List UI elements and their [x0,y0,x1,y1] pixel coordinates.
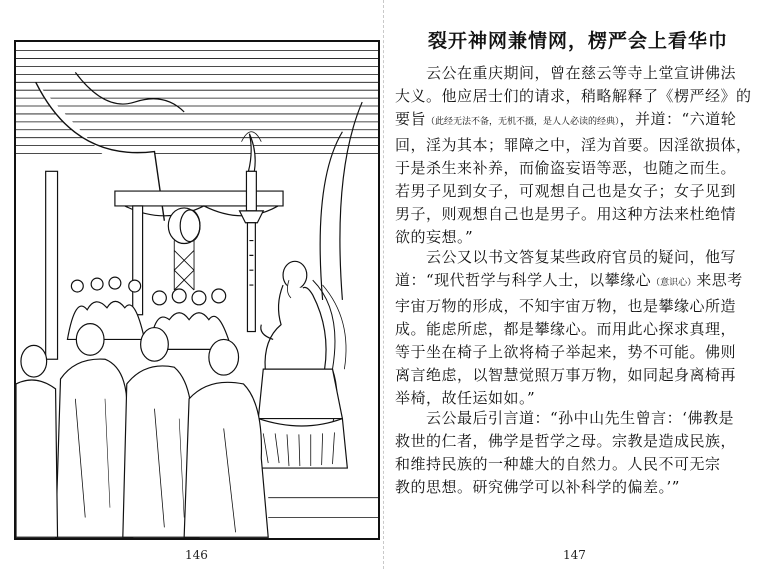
illustration-drawing [16,42,378,538]
text-segment: 和维持民族的一种雄大的自然力。人民不可无宗 [395,455,721,473]
text-line [395,364,763,387]
text-segment: 若男子见到女子，可观想自己也是女子；女子见到 [395,182,737,200]
text-line [395,180,763,203]
text-line [395,453,763,476]
text-segment: 欲的妄想。” [395,228,474,246]
text-line [395,246,763,269]
text-segment: 男子，则观想自己也是男子。用这种方法来杜绝情 [395,205,737,223]
text-segment: 教的思想。研究佛学可以补科学的偏差。’” [395,478,680,496]
text-segment: 来思考 [696,271,743,289]
text-line [395,341,763,364]
paragraph-3 [395,407,763,499]
inline-note: （此经无法不备，无机不摄，是人人必读的经典） [426,117,620,127]
text-line [395,430,763,453]
chapter-title: 裂开神网兼情网，楞严会上看华巾 [427,30,728,52]
page-gutter [383,0,386,569]
text-segment: ，并道：“六道轮 [619,110,737,128]
paragraph-1 [395,62,763,249]
text-segment: 于是杀生来补养，而偷盗妄语等恶，也随之而生。 [395,159,737,177]
text-line [395,85,763,108]
text-segment: 离言绝虑，以智慧觉照万事万物，如同起身离椅再 [395,366,737,384]
text-line [395,476,763,499]
text-segment: 云公又以书文答复某些政府官员的疑问，他写 [395,248,737,266]
text-segment: 宇宙万物的形成，不知宇宙万物，也是攀缘心所造 [395,297,737,315]
text-segment: 大义。他应居士们的请求，稍略解释了《楞严经》的 [395,87,752,105]
text-segment: 云公在重庆期间，曾在慈云等寺上堂宣讲佛法 [395,64,737,82]
text-line [395,62,763,85]
paragraph-2 [395,246,763,410]
inline-note: （意识心） [651,278,697,288]
text-line [395,134,763,157]
text-line [395,318,763,341]
master-figure [261,261,326,369]
text-line [395,407,763,430]
text-segment: 要旨 [395,110,427,128]
page-number-left: 146 [185,548,208,562]
monk-lecture-illustration [14,40,380,540]
text-segment: 云公最后引言道：“孙中山先生曾言：‘佛教是 [395,409,734,427]
text-line [395,157,763,180]
text-line [395,108,763,134]
text-line [395,295,763,318]
text-segment: 等于坐在椅子上欲将椅子举起来，势不可能。佛则 [395,343,737,361]
text-segment: 举椅，故任运如如。” [395,389,536,407]
text-segment: 成。能虑所虑，都是攀缘心。而用此心探求真理， [395,320,737,338]
text-segment: 道：“现代哲学与科学人士，以攀缘心 [395,271,652,289]
text-line [395,269,763,295]
ceiling-hatching [16,51,378,154]
text-segment: 救世的仁者，佛学是哲学之母。宗教是造成民族， [395,432,737,450]
text-segment: 回，淫为其本；罪障之中，淫为首要。因淫欲损体， [395,136,752,154]
page-number-right: 147 [563,548,586,562]
text-line [395,203,763,226]
